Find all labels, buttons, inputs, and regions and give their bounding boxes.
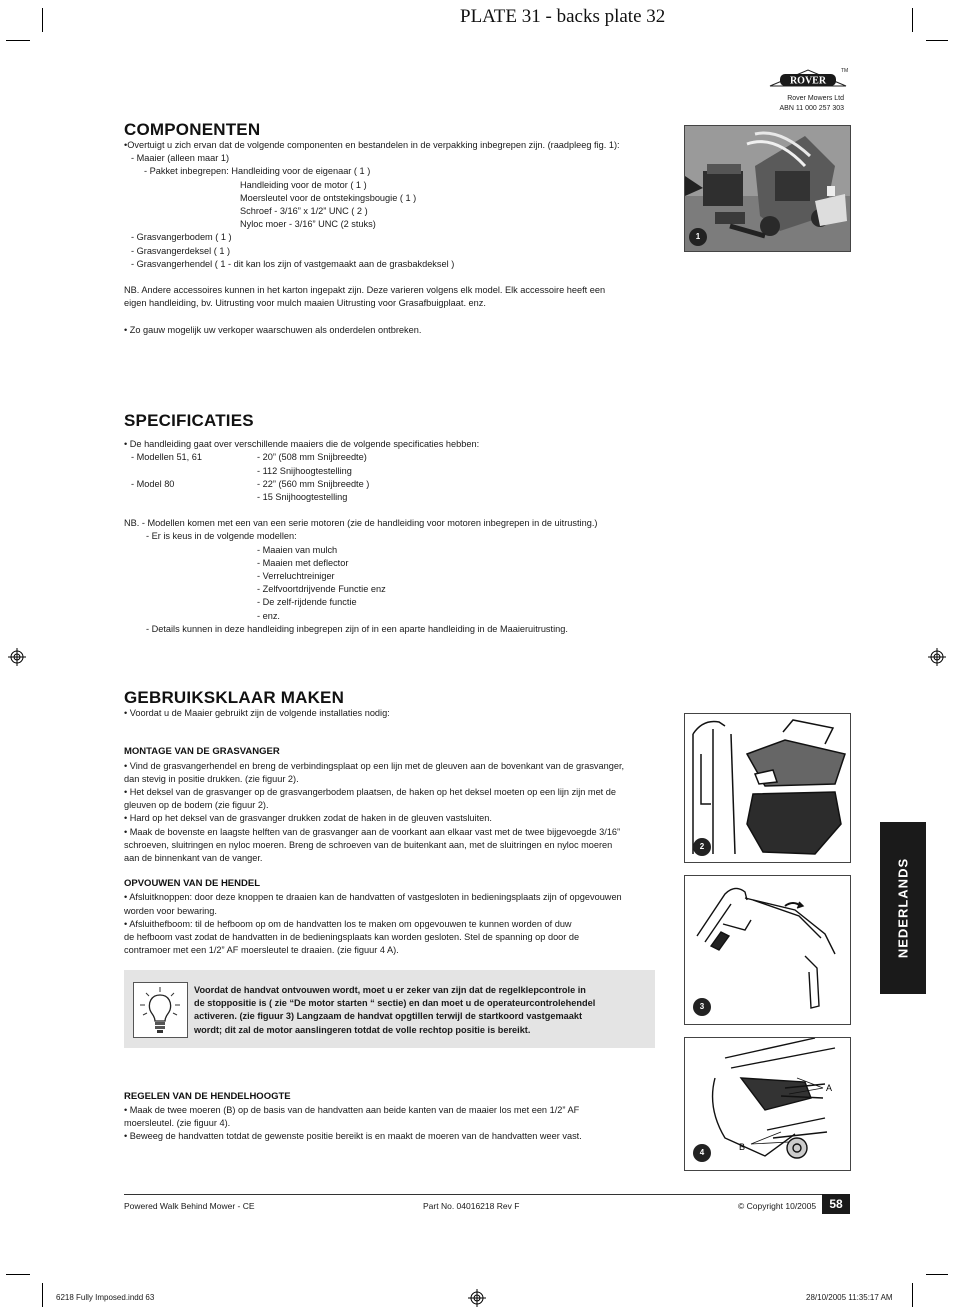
figure-2-grass-catcher — [684, 713, 851, 863]
registration-mark-icon — [468, 1289, 486, 1307]
componenten-line: •Overtuigt u zich ervan dat de volgende componenten en bestandelen in de verpakking inbegrepen zijn. (raadpleeg fig. 1): — [124, 140, 620, 150]
grass-catcher-illustration — [685, 714, 850, 862]
spec-option: - enz. — [257, 611, 280, 621]
note-line: Voordat de handvat ontvouwen wordt, moet u er zeker van zijn dat de regelklepcontrole in — [194, 985, 586, 995]
opvouwen-line: contramoer met een 1/2” AF moersleutel te draaien. (zie figuur 4 A). — [124, 945, 399, 955]
crop-mark — [912, 1283, 913, 1307]
opvouwen-line: • Afsluithefboom: til de hefboom op om de handvatten los te maken om opgevouwen te kunnen worden of duw — [124, 919, 572, 929]
componenten-line: • Zo gauw mogelijk uw verkoper waarschuwen als onderdelen ontbreken. — [124, 325, 422, 335]
plate-note: PLATE 31 - backs plate 32 — [460, 6, 666, 27]
crop-mark — [42, 8, 43, 32]
componenten-line: - Maaier (alleen maar 1) — [131, 153, 230, 163]
montage-line: • Maak de bovenste en laagste helften van de grasvanger aan de voorkant aan elkaar vast met de twee bijgevoegde 3/16” — [124, 827, 621, 837]
spec-intro: • De handleiding gaat over verschillende maaiers die de volgende specificaties hebben: — [124, 439, 480, 449]
componenten-line: Schroef - 3/16” x 1/2” UNC ( 2 ) — [240, 206, 368, 216]
footer-center: Part No. 04016218 Rev F — [423, 1201, 520, 1211]
figure-3-handle-fold — [684, 875, 851, 1025]
opvouwen-line: • Afsluitknoppen: door deze knoppen te draaien kan de handvatten of vastgesloten in bedieningsplaats zijn of opgevouwen — [124, 892, 622, 902]
page-number: 58 — [822, 1194, 850, 1214]
spec-option: - Maaien van mulch — [257, 545, 338, 555]
spec-value: - 20” (508 mm Snijbreedte) — [257, 452, 367, 462]
slug-right: 28/10/2005 11:35:17 AM — [806, 1293, 893, 1302]
componenten-line: NB. Andere accessoires kunnen in het karton ingepakt zijn. Deze varieren volgens elk model. Elk accessoire heeft een — [124, 285, 606, 295]
figure-number: 4 — [693, 1144, 711, 1162]
opvouwen-line: de hefboom vast zodat de handvatten in de bedieningsplaats kan worden gesloten. Stel de spanning op door de — [124, 932, 580, 942]
montage-line: aan de binnenkant van de vanger. — [124, 853, 263, 863]
spec-value: - 15 Snijhoogtestelling — [257, 492, 348, 502]
note-line: activeren. (zie figuur 3) Langzaam de handvat opgtillen terwijl de startkoord vastgemaakt — [194, 1011, 583, 1022]
slug-left: 6218 Fully Imposed.indd 63 — [56, 1293, 155, 1302]
montage-line: schroeven, sluitringen en nyloc moeren. Breng de schroeven van de buitenkant aan, met de sluitringen en nyloc moeren — [124, 840, 613, 850]
footer-left: Powered Walk Behind Mower - CE — [124, 1201, 255, 1211]
rover-logo — [768, 62, 848, 92]
spec-model-label: - Model 80 — [131, 479, 175, 489]
crop-mark — [6, 40, 30, 41]
note-text — [194, 984, 595, 1037]
subsection-title-opvouwen: OPVOUWEN VAN DE HENDEL — [124, 878, 261, 889]
spec-value: - 112 Snijhoogtestelling — [257, 466, 352, 476]
note-line: wordt; dit zal de motor aanslingeren totdat de volle rechtop positie is bereikt. — [194, 1024, 531, 1035]
svg-text:ROVER: ROVER — [789, 75, 827, 87]
componenten-line: - Grasvangerhendel ( 1 - dit kan los zijn of vastgemaakt aan de grasbakdeksel ) — [131, 259, 455, 269]
section-title-specificaties: SPECIFICATIES — [124, 411, 254, 430]
spec-model-label: - Modellen 51, 61 — [131, 452, 202, 462]
svg-text:TM: TM — [841, 68, 848, 74]
footer-rule — [124, 1194, 850, 1195]
componenten-line: - Pakket inbegrepen: Handleiding voor de eigenaar ( 1 ) — [144, 166, 371, 176]
opvouwen-line: worden voor bewaring. — [124, 906, 217, 916]
spec-option: - Maaien met deflector — [257, 558, 349, 568]
figure-number: 2 — [693, 838, 711, 856]
montage-line: • Het deksel van de grasvanger op de grasvangerbodem plaatsen, de haken op het deksel moeten op een lijn zijn met de — [124, 787, 617, 797]
componenten-line: Moersleutel voor de ontstekingsbougie ( 1 ) — [240, 193, 417, 203]
spec-value: - 22” (560 mm Snijbreedte ) — [257, 479, 370, 489]
footer-right: © Copyright 10/2005 — [738, 1201, 817, 1211]
crop-mark — [6, 1274, 30, 1275]
figure-1-photo — [684, 125, 851, 252]
spec-details: - Details kunnen in deze handleiding inbegrepen zijn of in een aparte handleiding in de Maaieruitrusting. — [146, 624, 568, 634]
note-box — [124, 970, 655, 1048]
crop-mark — [42, 1283, 43, 1307]
spec-option: - Zelfvoortdrijvende Functie enz — [257, 584, 386, 594]
subsection-title-montage: MONTAGE VAN DE GRASVANGER — [124, 746, 280, 757]
montage-line: • Vind de grasvangerhendel en breng de verbindingsplaat op een lijn met de gleuven aan de bovenkant van de grasvanger, — [124, 761, 625, 771]
lightbulb-icon — [133, 982, 188, 1038]
regelen-line: moersleutel. (zie figuur 4). — [124, 1118, 231, 1128]
regelen-line: • Beweeg de handvatten totdat de gewenste positie bereikt is en maakt de moeren van de handvatten weer vast. — [124, 1131, 582, 1141]
spec-choice-line: - Er is keus in de volgende modellen: — [146, 531, 297, 541]
figure-number: 1 — [689, 228, 707, 246]
componenten-line: eigen handleiding, bv. Uitrusting voor mulch maaien Uitrusting voor Grasafbuigplaat. enz. — [124, 298, 486, 308]
subsection-title-regelen: REGELEN VAN DE HENDELHOOGTE — [124, 1091, 291, 1102]
section-title-componenten: COMPONENTEN — [124, 120, 261, 139]
registration-mark-icon — [8, 648, 26, 666]
section-title-gebruiksklaar: GEBRUIKSKLAAR MAKEN — [124, 688, 345, 707]
gebruiksklaar-intro: • Voordat u de Maaier gebruikt zijn de volgende installaties nodig: — [124, 708, 390, 718]
company-info — [760, 94, 844, 114]
montage-line: dan stevig in positie drukken. (zie figuur 2). — [124, 774, 299, 784]
svg-text:A: A — [826, 1083, 833, 1093]
mower-components-illustration — [685, 126, 850, 251]
language-side-tab — [880, 822, 926, 994]
montage-line: gleuven op de bodem (zie figuur 2). — [124, 800, 269, 810]
svg-text:B: B — [739, 1142, 746, 1152]
spec-option: - Verreluchtreiniger — [257, 571, 335, 581]
spec-option: - De zelf-rijdende functie — [257, 597, 357, 607]
crop-mark — [912, 8, 913, 32]
figure-number: 3 — [693, 998, 711, 1016]
componenten-line: Handleiding voor de motor ( 1 ) — [240, 180, 367, 190]
montage-line: • Hard op het deksel van de grasvanger drukken zodat de haken in de gleuven vastsluiten. — [124, 813, 492, 823]
componenten-line: - Grasvangerbodem ( 1 ) — [131, 232, 232, 242]
regelen-line: • Maak de twee moeren (B) op de basis van de handvatten aan beide kanten van de maaier los met een 1/2” AF — [124, 1105, 580, 1115]
note-line: de stoppositie is ( zie “De motor starten “ sectie) en dan moet u de operateurcontrolehendel — [194, 998, 596, 1009]
company-name: Rover Mowers Ltd — [787, 95, 844, 102]
side-tab-label: NEDERLANDS — [895, 857, 911, 959]
figure-4-handle-height — [684, 1037, 851, 1171]
componenten-line: Nyloc moer - 3/16” UNC (2 stuks) — [240, 219, 376, 229]
spec-nb-line: NB. - Modellen komen met een van een serie motoren (zie de handleiding voor motoren inbegrepen in de uitrusting.) — [124, 518, 598, 528]
company-abn: ABN 11 000 257 303 — [779, 105, 844, 112]
crop-mark — [926, 1274, 948, 1275]
registration-mark-icon — [928, 648, 946, 666]
componenten-line: - Grasvangerdeksel ( 1 ) — [131, 246, 231, 256]
crop-mark — [926, 40, 948, 41]
